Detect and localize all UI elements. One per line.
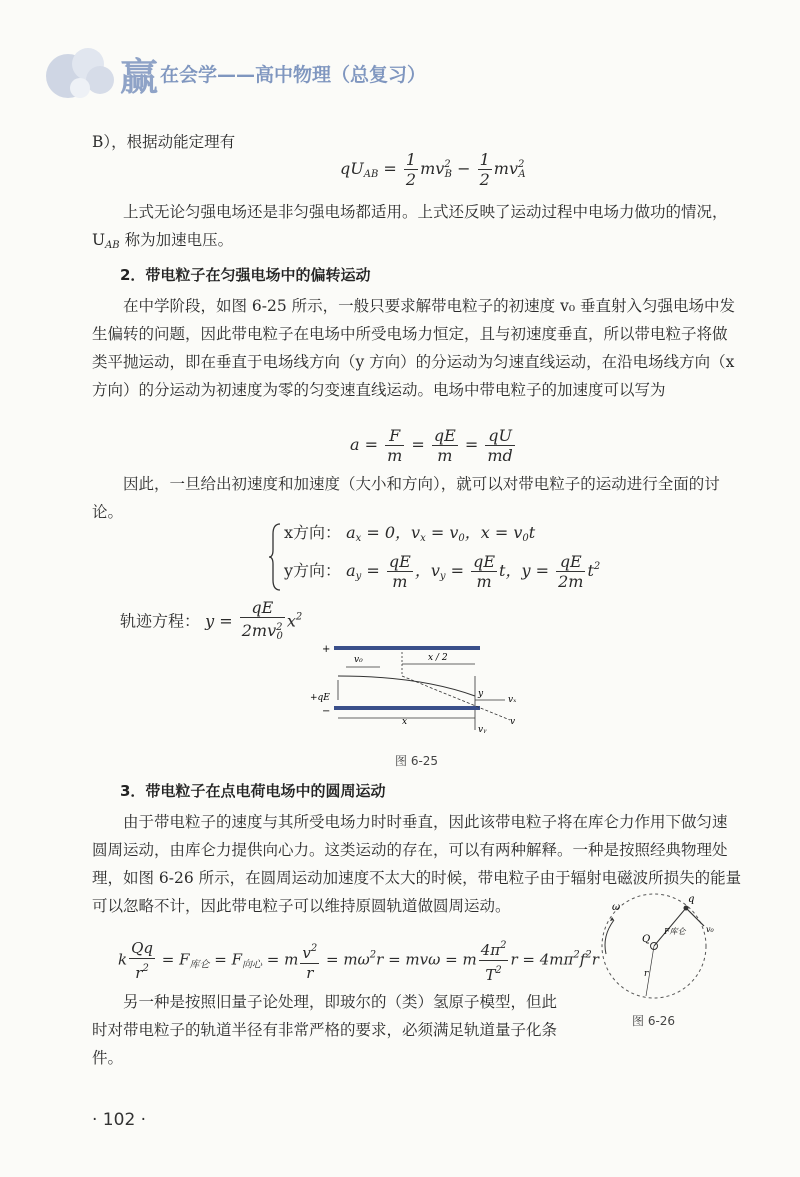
x-label: x	[402, 717, 408, 727]
x-direction-label: x方向：	[284, 523, 342, 542]
equation-acceleration: a = $\frac{F}{m}$ = $\frac{qE}{m}$ = $\frac{qU}{md}$	[350, 426, 513, 465]
Q-label: Q	[642, 934, 651, 945]
header-logo-char: 赢	[120, 55, 159, 99]
equation-coulomb: k $\frac{Qq}{r^2}$ = $F_{库仑} = F_{向心} = m$ $\frac{v^2}{r}$ = $m\omega^2r = mv\omega = m$ $\frac{4\pi^2}{T^2}$ $r = 4m\pi^2f^2r$	[118, 936, 599, 985]
figure-6-26-caption: 图 6-26	[632, 1014, 676, 1028]
plus-label: +	[322, 644, 331, 655]
qE-label: +qE	[310, 693, 330, 703]
page-header	[40, 40, 500, 104]
v0-label: v₀	[354, 655, 363, 665]
r-label: r	[644, 969, 649, 979]
figure-6-26	[592, 888, 722, 1008]
figure-6-25-caption: 图 6-25	[395, 754, 439, 768]
paragraph-1: B），根据动能定理有	[92, 133, 236, 151]
vx-label: vₓ	[508, 695, 517, 705]
equation-kinetic-energy: $qU_{AB}$ = $\frac{1}{2}$ $mv^2_B$ − $\frac{1}{2}$ $mv^2_A$	[340, 150, 526, 189]
page-number: · 102 ·	[92, 1110, 147, 1130]
F-label: F库仑	[664, 927, 686, 936]
minus-label: −	[322, 706, 331, 717]
y-label: y	[478, 689, 484, 699]
half-x-label: x / 2	[428, 653, 448, 663]
trajectory-equation: 轨迹方程： y = $\frac{qE}{2mv^2_0}$ $x^2$	[120, 598, 303, 642]
vy-label: vᵧ	[478, 725, 487, 735]
omega-label: ω	[612, 902, 621, 913]
q-label: q	[688, 894, 695, 905]
y-direction-label: y方向：	[284, 561, 342, 580]
section-heading-2: 2．带电粒子在匀强电场中的偏转运动	[120, 266, 371, 284]
brace-icon	[268, 522, 282, 592]
paragraph-4: 因此，一旦给出初速度和加速度（大小和方向），就可以对带电粒子的运动进行全面的讨论。	[92, 475, 720, 521]
paragraph-3: 在中学阶段，如图 6-25 所示，一般只要求解带电粒子的初速度 v₀ 垂直射入匀强电场中发生偏转的问题，因此带电粒子在电场中所受电场力恒定，且与初速度垂直，所以带电粒子将做类平抛运动，即在垂直于电场线方向（y 方向）的分运动为匀速直线运动，在沿电场线方向（x 方向）的分运动为初速度为零的匀变速直线运动。电场中带电粒子的加速度可以写为	[92, 297, 736, 399]
v-label: v	[510, 717, 516, 727]
header-title: 在会学——高中物理（总复习）	[160, 64, 427, 86]
v0-label-26: v₀	[706, 925, 714, 934]
header-decoration-icon	[40, 40, 130, 104]
section-heading-3: 3．带电粒子在点电荷电场中的圆周运动	[120, 782, 386, 800]
paragraph-6: 另一种是按照旧量子论处理，即玻尔的（类）氢原子模型，但此时对带电粒子的轨道半径有非常严格的要求，必须满足轨道量子化条件。	[92, 993, 558, 1067]
paragraph-5: 由于带电粒子的速度与其所受电场力时时垂直，因此该带电粒子将在库仑力作用下做匀速圆周运动，由库仑力提供向心力。这类运动的存在，可以有两种解释。一种是按照经典物理处理，如图 6-26 所示，在圆周运动加速度不太大的时候，带电粒子由于辐射电磁波所损失的能量可以忽略不计，因此带电粒子可以维持原圆轨道做圆周运动。	[92, 813, 742, 915]
figure-6-25	[310, 640, 530, 740]
paragraph-2: 上式无论匀强电场还是非匀强电场都适用。上式还反映了运动过程中电场力做功的情况，$U_{AB}$ 称为加速电压。	[92, 203, 728, 251]
